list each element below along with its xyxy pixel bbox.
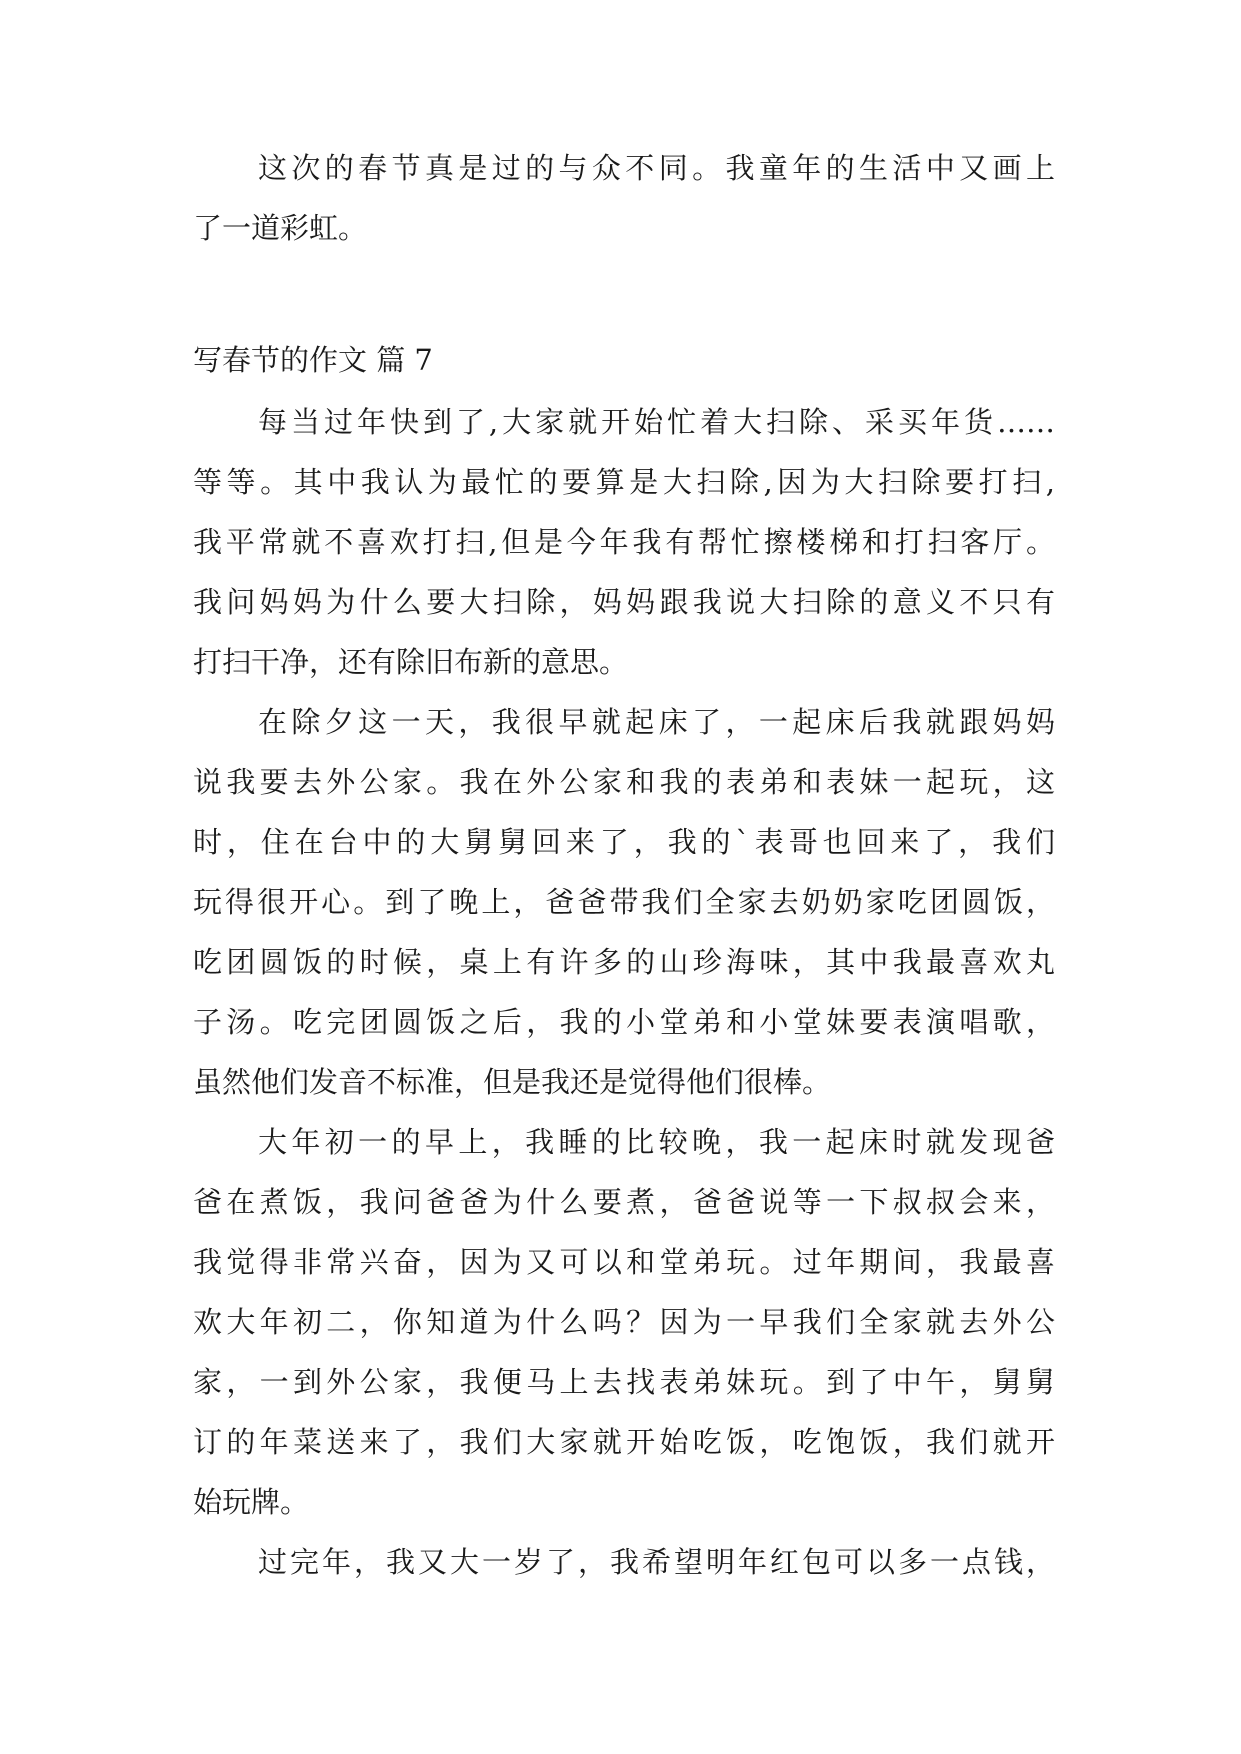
paragraph-line: 时，住在台中的大舅舅回来了，我的`表哥也回来了，我们 (193, 825, 1055, 859)
paragraph-line: 我觉得非常兴奋，因为又可以和堂弟玩。过年期间，我最喜 (193, 1245, 1055, 1279)
paragraph-line: 吃团圆饭的时候，桌上有许多的山珍海味，其中我最喜欢丸 (193, 945, 1055, 979)
paragraph-line: 等等。其中我认为最忙的要算是大扫除,因为大扫除要打扫, (193, 465, 1055, 499)
paragraph-line: 大年初一的早上，我睡的比较晚，我一起床时就发现爸 (258, 1125, 1055, 1159)
section-heading: 写春节的作文 篇 7 (193, 343, 433, 377)
paragraph-line: 过完年，我又大一岁了，我希望明年红包可以多一点钱， (258, 1545, 1055, 1579)
paragraph-line: 这次的春节真是过的与众不同。我童年的生活中又画上 (258, 151, 1055, 185)
paragraph-line: 虽然他们发音不标准，但是我还是觉得他们很棒。 (193, 1065, 832, 1099)
paragraph-line: 我平常就不喜欢打扫,但是今年我有帮忙擦楼梯和打扫客厅。 (193, 525, 1055, 559)
paragraph-line: 了一道彩虹。 (193, 211, 368, 245)
paragraph-line: 在除夕这一天，我很早就起床了，一起床后我就跟妈妈 (258, 705, 1055, 739)
paragraph-line: 订的年菜送来了，我们大家就开始吃饭，吃饱饭，我们就开 (193, 1425, 1055, 1459)
paragraph-line: 爸在煮饭，我问爸爸为什么要煮，爸爸说等一下叔叔会来， (193, 1185, 1055, 1219)
paragraph-line: 始玩牌。 (193, 1485, 310, 1519)
paragraph-line: 家，一到外公家，我便马上去找表弟妹玩。到了中午，舅舅 (193, 1365, 1055, 1399)
paragraph-line: 欢大年初二，你知道为什么吗？因为一早我们全家就去外公 (193, 1305, 1055, 1339)
paragraph-line: 说我要去外公家。我在外公家和我的表弟和表妹一起玩，这 (193, 765, 1055, 799)
paragraph-line: 子汤。吃完团圆饭之后，我的小堂弟和小堂妹要表演唱歌， (193, 1005, 1055, 1039)
paragraph-line: 玩得很开心。到了晚上，爸爸带我们全家去奶奶家吃团圆饭， (193, 885, 1055, 919)
paragraph-line: 打扫干净，还有除旧布新的意思。 (193, 645, 629, 679)
paragraph-line: 我问妈妈为什么要大扫除，妈妈跟我说大扫除的意义不只有 (193, 585, 1055, 619)
paragraph-line: 每当过年快到了,大家就开始忙着大扫除、采买年货…… (258, 405, 1055, 439)
